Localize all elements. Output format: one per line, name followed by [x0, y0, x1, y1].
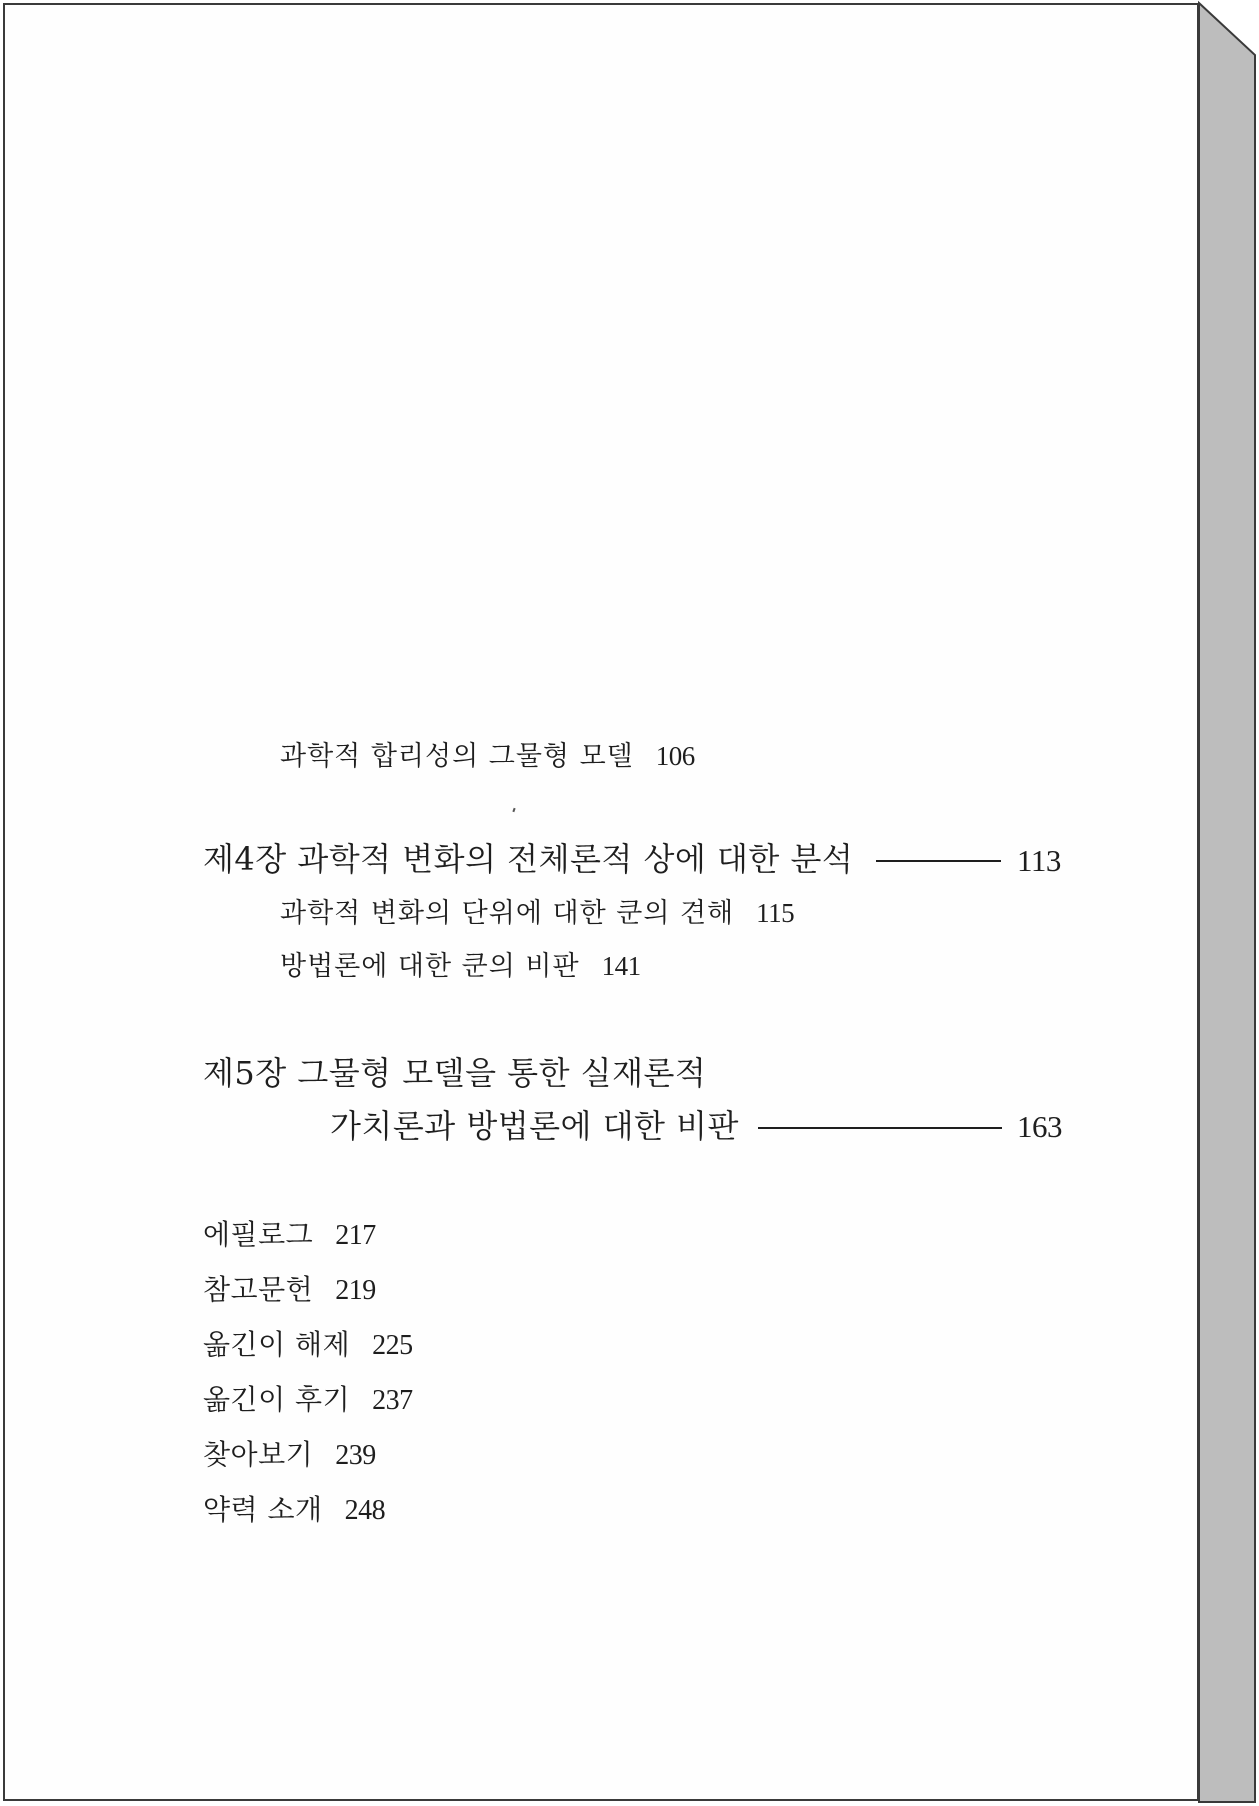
chapter5-page: 163	[1017, 1109, 1062, 1144]
chapter4-page: 113	[1017, 843, 1061, 878]
toc-entry-index[interactable]	[203, 1438, 376, 1471]
toc-entry-section-rational-model[interactable]	[280, 743, 695, 770]
toc-entry-page: 217	[335, 1220, 376, 1251]
chapter5-title-line1: 제5장 그물형 모델을 통한 실재론적	[203, 1054, 707, 1092]
toc-entry-title: 옮긴이 후기	[203, 1383, 351, 1416]
toc-entry-page: 219	[335, 1275, 376, 1306]
toc-entry-title: 약력 소개	[203, 1493, 323, 1526]
toc-entry-title: 과학적 합리성의 그물형 모델	[280, 741, 634, 772]
ink-speck	[512, 808, 515, 812]
toc-entry-translator-commentary[interactable]	[203, 1328, 413, 1361]
toc-entry-translator-afterword[interactable]	[203, 1383, 413, 1416]
toc-entry-page: 115	[756, 898, 795, 928]
toc-entry-chapter4[interactable]	[203, 840, 854, 878]
toc-entry-page: 237	[372, 1385, 413, 1416]
chapter4-leader-line	[876, 860, 1001, 862]
toc-entry-page: 248	[344, 1495, 386, 1526]
toc-entry-section-kuhn-critique[interactable]	[280, 953, 641, 980]
toc-entry-page: 239	[335, 1440, 376, 1471]
toc-entry-title: 찾아보기	[203, 1438, 314, 1471]
toc-entry-title: 에필로그	[203, 1218, 314, 1251]
chapter4-title: 제4장 과학적 변화의 전체론적 상에 대한 분석	[203, 840, 854, 878]
toc-entry-title: 방법론에 대한 쿤의 비판	[280, 951, 580, 982]
toc-entry-title: 참고문헌	[203, 1273, 314, 1306]
toc-entry-chapter5-line1[interactable]	[203, 1054, 707, 1092]
toc-entry-title: 옮긴이 해제	[203, 1328, 351, 1361]
chapter5-title-line2: 가치론과 방법론에 대한 비판	[330, 1107, 739, 1145]
toc-entry-chapter5-line2[interactable]	[330, 1107, 739, 1145]
toc-entry-section-kuhn-view[interactable]	[280, 900, 794, 927]
chapter5-leader-line	[758, 1127, 1002, 1129]
toc-entry-page: 106	[655, 741, 695, 771]
toc-entry-references[interactable]	[203, 1273, 376, 1306]
toc-entry-author-bio[interactable]	[203, 1493, 386, 1526]
toc-entry-page: 225	[372, 1330, 413, 1361]
toc-entry-page: 141	[601, 951, 641, 981]
toc-entry-epilogue[interactable]	[203, 1218, 376, 1251]
toc-entry-title: 과학적 변화의 단위에 대한 쿤의 견해	[280, 898, 735, 929]
